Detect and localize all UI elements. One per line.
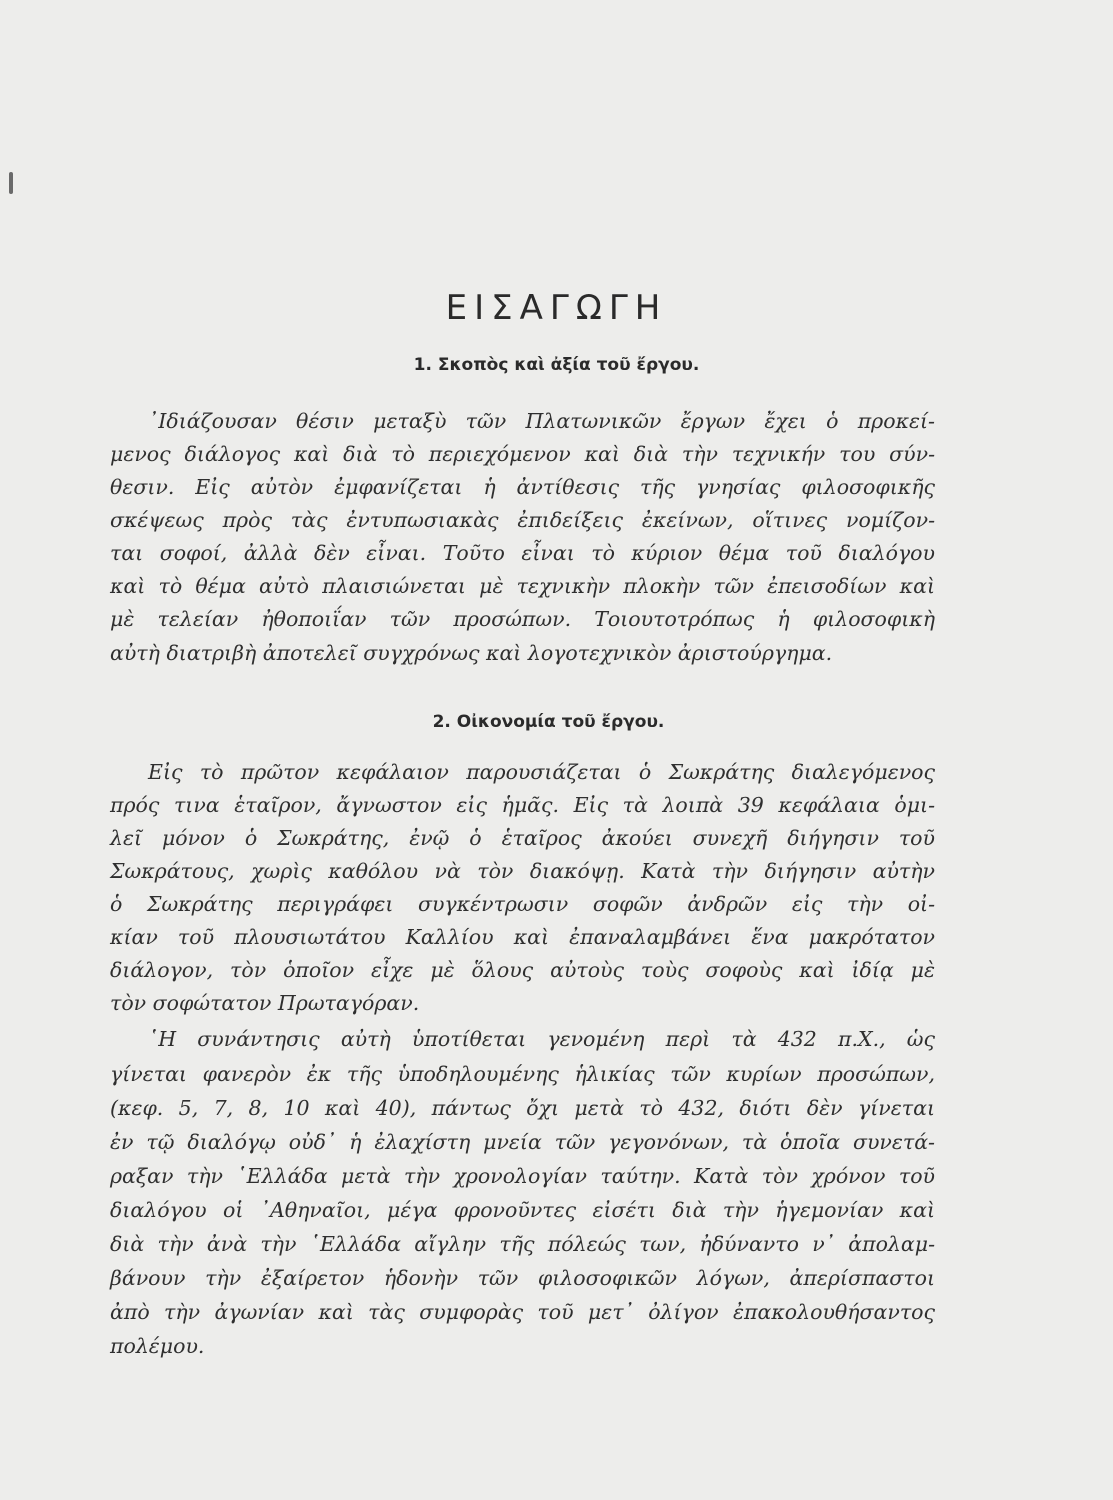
paragraph-line: διὰ τὴν ἀνὰ τὴν ῾Ελλάδα αἴγλην τῆς πόλεώς των, ἠδύναντο ν᾿ ἀπολαμ- (110, 1232, 935, 1256)
paragraph-line: ται σοφοί, ἀλλὰ δὲν εἶναι. Τοῦτο εἶναι τὸ κύριον θέμα τοῦ διαλόγου (110, 541, 935, 565)
paragraph-line: ᾿Ιδιάζουσαν θέσιν μεταξὺ τῶν Πλατωνικῶν ἔργων ἔχει ὁ προκεί- (148, 409, 935, 433)
margin-speck (9, 172, 13, 194)
paragraph-line: αὐτὴ διατριβὴ ἀποτελεῖ συγχρόνως καὶ λογοτεχνικὸν ἀριστούργημα. (110, 641, 833, 665)
paragraph-line: γίνεται φανερὸν ἐκ τῆς ὑποδηλουμένης ἡλικίας τῶν κυρίων προσώπων, (110, 1062, 935, 1086)
paragraph-line: μενος διάλογος καὶ διὰ τὸ περιεχόμενον καὶ διὰ τὴν τεχνικήν του σύν- (110, 442, 935, 466)
page-title: ΕΙΣΑΓΩΓΗ (445, 288, 668, 328)
paragraph-line: ραξαν τὴν ῾Ελλάδα μετὰ τὴν χρονολογίαν ταύτην. Κατὰ τὸν χρόνον τοῦ (110, 1164, 935, 1188)
paragraph-line: ἀπὸ τὴν ἀγωνίαν καὶ τὰς συμφορὰς τοῦ μετ᾿ ὀλίγον ἐπακολουθήσαντος (110, 1300, 935, 1324)
paragraph-line: τὸν σοφώτατον Πρωταγόραν. (110, 991, 420, 1015)
paragraph-line: βάνουν τὴν ἐξαίρετον ἡδονὴν τῶν φιλοσοφικῶν λόγων, ἀπερίσπαστοι (110, 1266, 935, 1290)
paragraph-line: καὶ τὸ θέμα αὐτὸ πλαισιώνεται μὲ τεχνικὴν πλοκὴν τῶν ἐπεισοδίων καὶ (110, 574, 935, 598)
paragraph-line: ἐν τῷ διαλόγῳ οὐδ᾿ ἡ ἐλαχίστη μνεία τῶν γεγονόνων, τὰ ὁποῖα συνετά- (110, 1130, 935, 1154)
paragraph-line: πολέμου. (110, 1334, 205, 1358)
paragraph-line: κίαν τοῦ πλουσιωτάτου Καλλίου καὶ ἐπαναλαμβάνει ἕνα μακρότατον (110, 925, 935, 949)
paragraph-line: ὁ Σωκράτης περιγράφει συγκέντρωσιν σοφῶν ἀνδρῶν εἰς τὴν οἰ- (110, 892, 935, 916)
paragraph-line: διαλόγου οἱ ᾿Αθηναῖοι, μέγα φρονοῦντες εἰσέτι διὰ τὴν ἡγεμονίαν καὶ (110, 1198, 935, 1222)
paragraph-line: σκέψεως πρὸς τὰς ἐντυπωσιακὰς ἐπιδείξεις ἐκείνων, οἵτινες νομίζον- (110, 508, 935, 532)
paragraph-line: πρός τινα ἑταῖρον, ἄγνωστον εἰς ἡμᾶς. Εἰς τὰ λοιπὰ 39 κεφάλαια ὁμι- (110, 793, 935, 817)
paragraph-line: (κεφ. 5, 7, 8, 10 καὶ 40), πάντως ὄχι μετὰ τὸ 432, διότι δὲν γίνεται (110, 1096, 935, 1120)
paragraph-line: λεῖ μόνον ὁ Σωκράτης, ἐνῷ ὁ ἑταῖρος ἀκούει συνεχῆ διήγησιν τοῦ (110, 826, 935, 850)
section-heading-1: 1. Σκοπὸς καὶ ἀξία τοῦ ἔργου. (413, 355, 700, 375)
section-heading-2: 2. Οἰκονομία τοῦ ἔργου. (432, 712, 665, 732)
paragraph-line: μὲ τελείαν ἠθοποιΐαν τῶν προσώπων. Τοιουτοτρόπως ἡ φιλοσοφικὴ (110, 607, 935, 631)
paragraph-line: Σωκράτους, χωρὶς καθόλου νὰ τὸν διακόψῃ. Κατὰ τὴν διήγησιν αὐτὴν (110, 859, 935, 883)
paragraph-line: θεσιν. Εἰς αὐτὸν ἐμφανίζεται ἡ ἀντίθεσις τῆς γνησίας φιλοσοφικῆς (110, 475, 935, 499)
paragraph-line: Εἰς τὸ πρῶτον κεφάλαιον παρουσιάζεται ὁ Σωκράτης διαλεγόμενος (148, 760, 935, 784)
paragraph-line: διάλογον, τὸν ὁποῖον εἶχε μὲ ὅλους αὐτοὺς τοὺς σοφοὺς καὶ ἰδίᾳ μὲ (110, 958, 935, 982)
paragraph-line: ῾Η συνάντησις αὐτὴ ὑποτίθεται γενομένη περὶ τὰ 432 π.Χ., ὡς (148, 1027, 935, 1051)
